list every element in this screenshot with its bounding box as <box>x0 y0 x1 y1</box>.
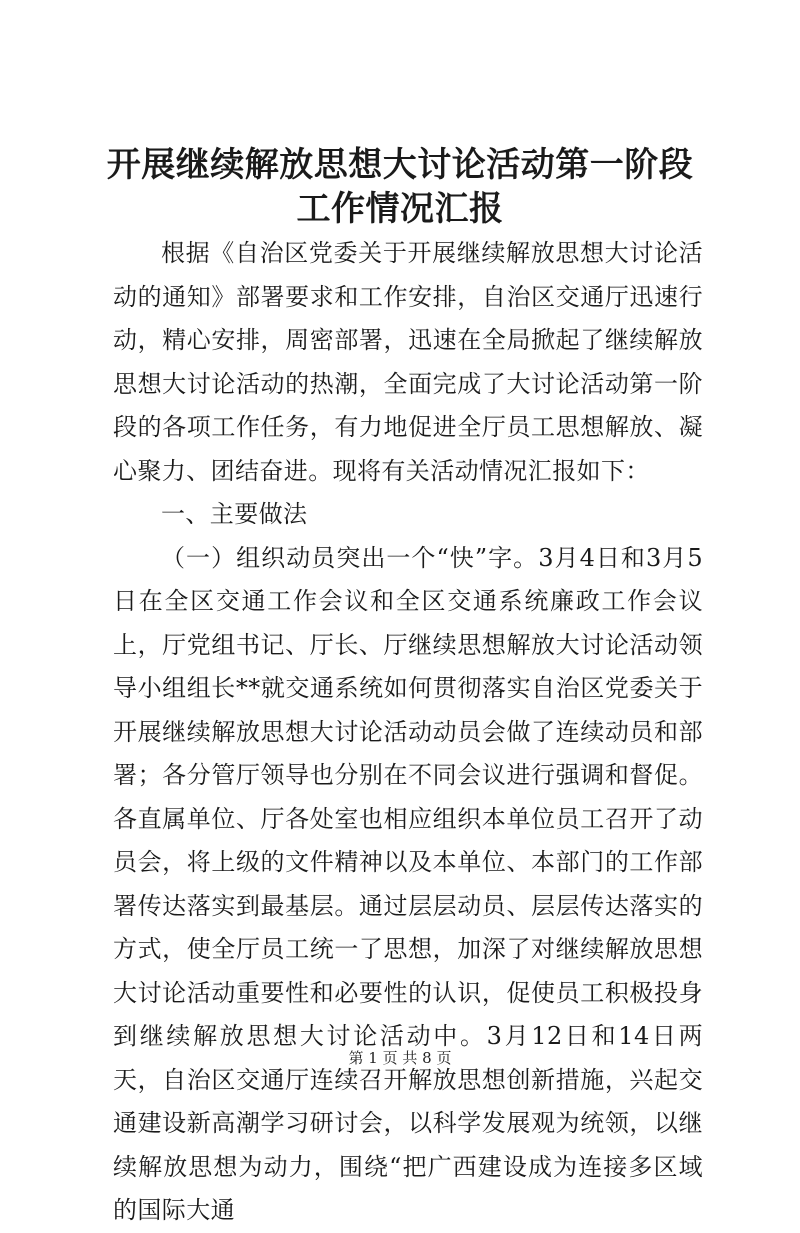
paragraph-mobilization: （一）组织动员突出一个“快”字。3月4日和3月5日在全区交通工作会议和全区交通系统廉政工作会议上，厅党组书记、厅长、厅继续思想解放大讨论活动领导小组组长**就交通系统如何贯彻落实自治区党委关于开展继续解放思想大讨论活动动员会做了连续动员和部署；各分管厅领导也分别在不同会议进行强调和督促。各直属单位、厅各处室也相应组织本单位员工召开了动员会，将上级的文件精神以及本单位、本部门的工作部署传达落实到最基层。通过层层动员、层层传达落实的方式，使全厅员工统一了思想，加深了对继续解放思想大讨论活动重要性和必要性的认识，促使员工积极投身到继续解放思想大讨论活动中。3月12日和14日两天，自治区交通厅连续召开解放思想创新措施，兴起交通建设新高潮学习研讨会，以科学发展观为统领，以继续解放思想为动力，围绕“把广西建设成为连接多区域的国际大通 <box>113 543 703 1224</box>
page-footer: 第 1 页 共 8 页 <box>348 1049 452 1067</box>
paragraph-intro: 根据《自治区党委关于开展继续解放思想大讨论活动的通知》部署要求和工作安排，自治区交通厅迅速行动，精心安排，周密部署，迅速在全局掀起了继续解放思想大讨论活动的热潮，全面完成了大讨论活动第一阶段的各项工作任务，有力地促进全厅员工思想解放、凝心聚力、团结奋进。现将有关活动情况汇报如下： <box>113 239 703 485</box>
document-body <box>113 232 703 1233</box>
document-title: 开展继续解放思想大讨论活动第一阶段工作情况汇报 <box>106 145 694 229</box>
section-heading-main-practices: 一、主要做法 <box>161 500 308 528</box>
